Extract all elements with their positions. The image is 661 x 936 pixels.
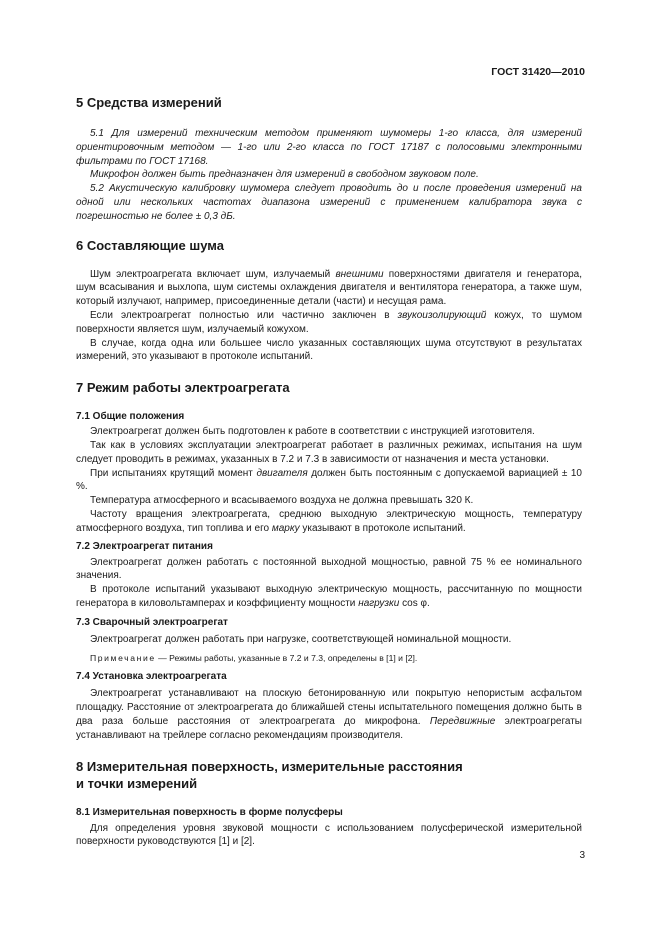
section-6-paragraph-2: Если электроагрегат полностью или частично заключен в звукоизолирующий кожух, то шумом поверхности является шум, излучаемый кожухом. [76,309,583,335]
section-5-1-microphone-paragraph: Микрофон должен быть предназначен для измерений в свободном звуковом поле. [90,169,479,181]
section-7-3-paragraph: Электроагрегат должен работать при нагрузке, соответствующей номинальной мощности. [90,633,512,645]
section-7-3-note: Примечание — Режимы работы, указанные в 7.2 и 7.3, определены в [1] и [2]. [90,652,418,663]
section-7-2-paragraph-2: В протоколе испытаний указывают выходную электрическую мощность, рассчитанную по мощности генератора в киловольтамперах и коэффициенту мощности нагрузки cos φ. [76,584,582,609]
section-7-1-paragraph-1: Электроагрегат должен быть подготовлен к работе в соответствии с инструкцией изготовителя. [90,426,535,438]
section-7-2-title: 7.2 Электроагрегат питания [76,540,213,552]
section-7-4-title: 7.4 Установка электроагрегата [76,671,227,683]
section-6-paragraph-1: Шум электроагрегата включает шум, излучаемый внешними поверхностями двигателя и генератора, шум всасывания и выхлопа, шум системы охлаждения двигателя и вентилятора генератора, а также шум, который излучают, например, присоединенные детали (части) и несущая рама. [76,268,582,308]
page-number: 3 [579,850,585,861]
section-5-title: 5 Средства измерений [76,95,222,110]
section-7-1-paragraph-5: Частоту вращения электроагрегата, среднюю выходную электрическую мощность, температуру атмосферного воздуха, тип топлива и его марку указывают в протоколе испытаний. [76,508,582,534]
section-8-1-title: 8.1 Измерительная поверхность в форме полусферы [76,806,343,818]
note-label: Примечание [90,652,156,663]
section-7-1-paragraph-3: При испытаниях крутящий момент двигателя должен быть постоянным с допускаемой вариацией ± 10 %. [76,467,582,493]
section-7-title: 7 Режим работы электроагрегата [76,380,290,396]
section-7-3-title: 7.3 Сварочный электроагрегат [76,616,228,628]
section-7-4-paragraph: Электроагрегат устанавливают на плоскую бетонированную или покрытую непористым асфальтом площадку. Расстояние от электроагрегата до ближайшей стены испытательного помещения должно быть в два раза больше расстояния от электроагрегата до микрофона. Передвижные электроагрегаты устанавливают на трейлере согласно рекомендациям производителя. [76,688,582,741]
section-8-title: 8 Измерительная поверхность, измерительные расстояния и точки измерений [76,758,463,791]
section-7-2-paragraph-1: Электроагрегат должен работать с постоянной выходной мощностью, равной 75 % ее номинального значения. [76,556,582,582]
document-id: ГОСТ 31420—2010 [491,66,585,78]
section-6-title: 6 Составляющие шума [76,237,224,253]
section-5-2-paragraph: 5.2 Акустическую калибровку шумомера следует проводить до и после проведения измерений на одной или нескольких частотах диапазона измерений с применением калибратора звука с погрешностью не более ± 0,3 дБ. [76,183,582,222]
section-7-1-paragraph-4: Температура атмосферного и всасываемого воздуха не должна превышать 320 К. [90,495,474,507]
section-7-1-paragraph-2: Так как в условиях эксплуатации электроагрегат работает в различных режимах, испытания на шум следует проводить в режимах, указанных в 7.2 и 7.3 в зависимости от назначения и места установки. [76,439,582,465]
section-7-1-title: 7.1 Общие положения [76,411,185,423]
section-8-1-paragraph: Для определения уровня звуковой мощности с использованием полусферической измерительной поверхности руководствуются [1] и [2]. [76,822,582,848]
section-6-paragraph-3: В случае, когда одна или большее число указанных составляющих шума отсутствуют в результатах измерений, это указывают в протоколе испытаний. [76,337,582,363]
page-content [76,92,582,849]
section-5-1-paragraph: 5.1 Для измерений техническим методом применяют шумомеры 1-го класса, для измерений ориентировочным методом — 1-го или 2-го класса по ГОСТ 17187 с полосовыми электронными фильтрами по ГОСТ 17168. [76,128,582,167]
